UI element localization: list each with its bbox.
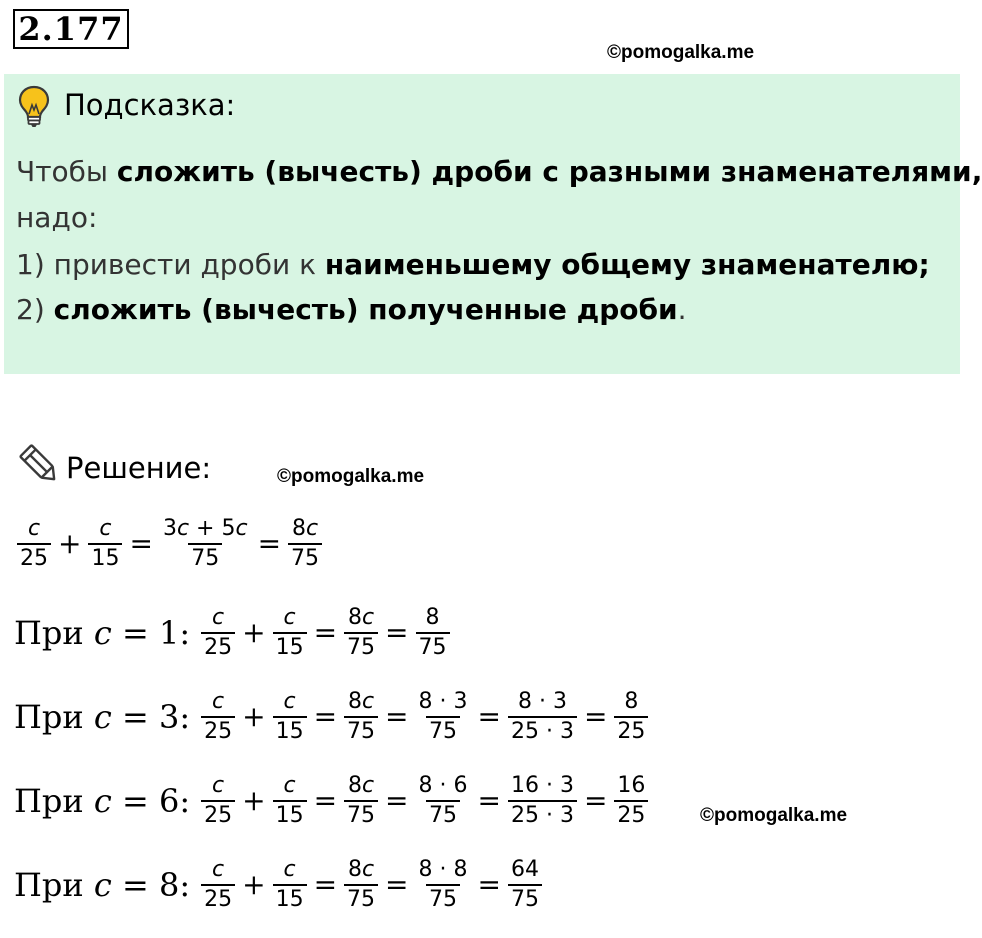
numerator: 64 [510,857,539,882]
case-variable: c [93,698,112,736]
case-label [14,782,190,820]
denominator: 75 [426,800,460,830]
equals-sign: = [313,784,338,817]
fraction [201,604,235,662]
fraction [416,772,471,830]
denominator: 75 [426,884,460,914]
plus-sign: + [242,868,266,901]
denominator: 25 · 3 [508,716,577,746]
denominator: 75 [344,632,378,662]
fraction [344,772,378,830]
numerator: 16 · 3 [510,773,574,798]
denominator: 15 [273,884,307,914]
equals-sign: = [313,700,338,733]
denominator: 25 · 3 [508,800,577,830]
denominator: 15 [273,632,307,662]
numerator: c [212,605,225,630]
numerator: c [212,689,225,714]
denominator: 25 [614,716,648,746]
numerator: 8c [347,773,375,798]
numerator: c [212,857,225,882]
equals-sign: = [313,868,338,901]
numerator: c [212,773,225,798]
fraction [17,515,51,573]
equals-sign: = [477,784,501,817]
numerator: 8 · 8 [418,857,468,882]
denominator: 75 [344,800,378,830]
numerator: 8 · 3 [418,689,468,714]
equals-sign: = [385,784,409,817]
fraction [416,604,450,662]
hint-line-4: 2) сложить (вычесть) полученные дроби. [16,293,687,326]
denominator: 25 [614,800,648,830]
case-c-3 [14,688,651,746]
numerator: c [283,773,296,798]
case-label [14,698,190,736]
case-c-8 [14,856,545,914]
fraction [344,856,378,914]
denominator: 15 [273,800,307,830]
plus-sign: + [58,527,82,560]
case-c-6 [14,772,651,830]
watermark-top: ©pomogalka.me [607,42,755,63]
equals-sign: = [385,700,409,733]
fraction [160,515,251,573]
hint-line-2: надо: [16,201,98,234]
fraction [508,772,577,830]
numerator: c [283,605,296,630]
case-value: = 3: [121,698,191,736]
denominator: 25 [201,632,235,662]
denominator: 75 [188,543,222,573]
fraction [201,688,235,746]
numerator: c [283,857,296,882]
numerator: c [283,689,296,714]
equals-sign: = [477,700,501,733]
numerator: 8 · 3 [517,689,567,714]
fraction [416,856,471,914]
plus-sign: + [242,616,266,649]
plus-sign: + [242,784,266,817]
watermark-bottom: ©pomogalka.me [700,805,848,826]
equals-sign: = [129,527,153,560]
denominator: 75 [426,716,460,746]
case-prefix: При [14,866,84,904]
numerator: 8c [347,689,375,714]
case-value: = 1: [121,614,191,652]
case-prefix: При [14,782,84,820]
fraction [614,772,648,830]
case-variable: c [93,614,112,652]
fraction [273,856,307,914]
numerator: 8c [347,605,375,630]
denominator: 25 [17,543,51,573]
equals-sign: = [257,527,282,560]
hint-title: Подсказка: [64,88,236,122]
fraction [508,856,542,914]
case-prefix: При [14,614,84,652]
problem-number: 2.177 [13,9,129,49]
fraction [288,515,322,573]
denominator: 15 [88,543,122,573]
hint-line-1: Чтобы сложить (вычесть) дроби с разными знаменателями, [16,155,982,188]
numerator: c [99,516,112,541]
fraction [273,688,307,746]
solution-title: Решение: [66,451,212,485]
denominator: 75 [288,543,322,573]
equals-sign: = [385,868,409,901]
case-label [14,866,190,904]
fraction [201,772,235,830]
fraction [88,515,122,573]
numerator: 8c [291,516,319,541]
denominator: 75 [508,884,542,914]
denominator: 25 [201,884,235,914]
case-variable: c [93,866,112,904]
plus-sign: + [242,700,266,733]
fraction [614,688,648,746]
numerator: 8 [624,689,639,714]
hint-line-3: 1) привести дроби к наименьшему общему знаменателю; [16,248,930,281]
denominator: 25 [201,800,235,830]
fraction [273,604,307,662]
numerator: 8c [347,857,375,882]
numerator: 16 [617,773,646,798]
equals-sign: = [583,784,608,817]
fraction [273,772,307,830]
lightbulb-icon [16,84,52,128]
numerator: c [27,516,41,541]
denominator: 75 [416,632,450,662]
case-prefix: При [14,698,84,736]
denominator: 75 [344,716,378,746]
watermark-middle: ©pomogalka.me [277,466,425,487]
case-variable: c [93,782,112,820]
case-c-1 [14,604,453,662]
numerator: 8 · 6 [418,773,468,798]
fraction [416,688,471,746]
numerator: 3c + 5c [162,516,248,541]
equals-sign: = [477,868,501,901]
fraction [344,688,378,746]
case-value: = 8: [121,866,191,904]
pencil-icon [18,443,62,487]
equals-sign: = [385,616,409,649]
general-formula [14,515,325,573]
fraction [201,856,235,914]
fraction [344,604,378,662]
denominator: 75 [344,884,378,914]
equals-sign: = [583,700,608,733]
case-label [14,614,190,652]
denominator: 25 [201,716,235,746]
numerator: 8 [425,605,440,630]
fraction [508,688,577,746]
case-value: = 6: [121,782,191,820]
denominator: 15 [273,716,307,746]
equals-sign: = [313,616,338,649]
